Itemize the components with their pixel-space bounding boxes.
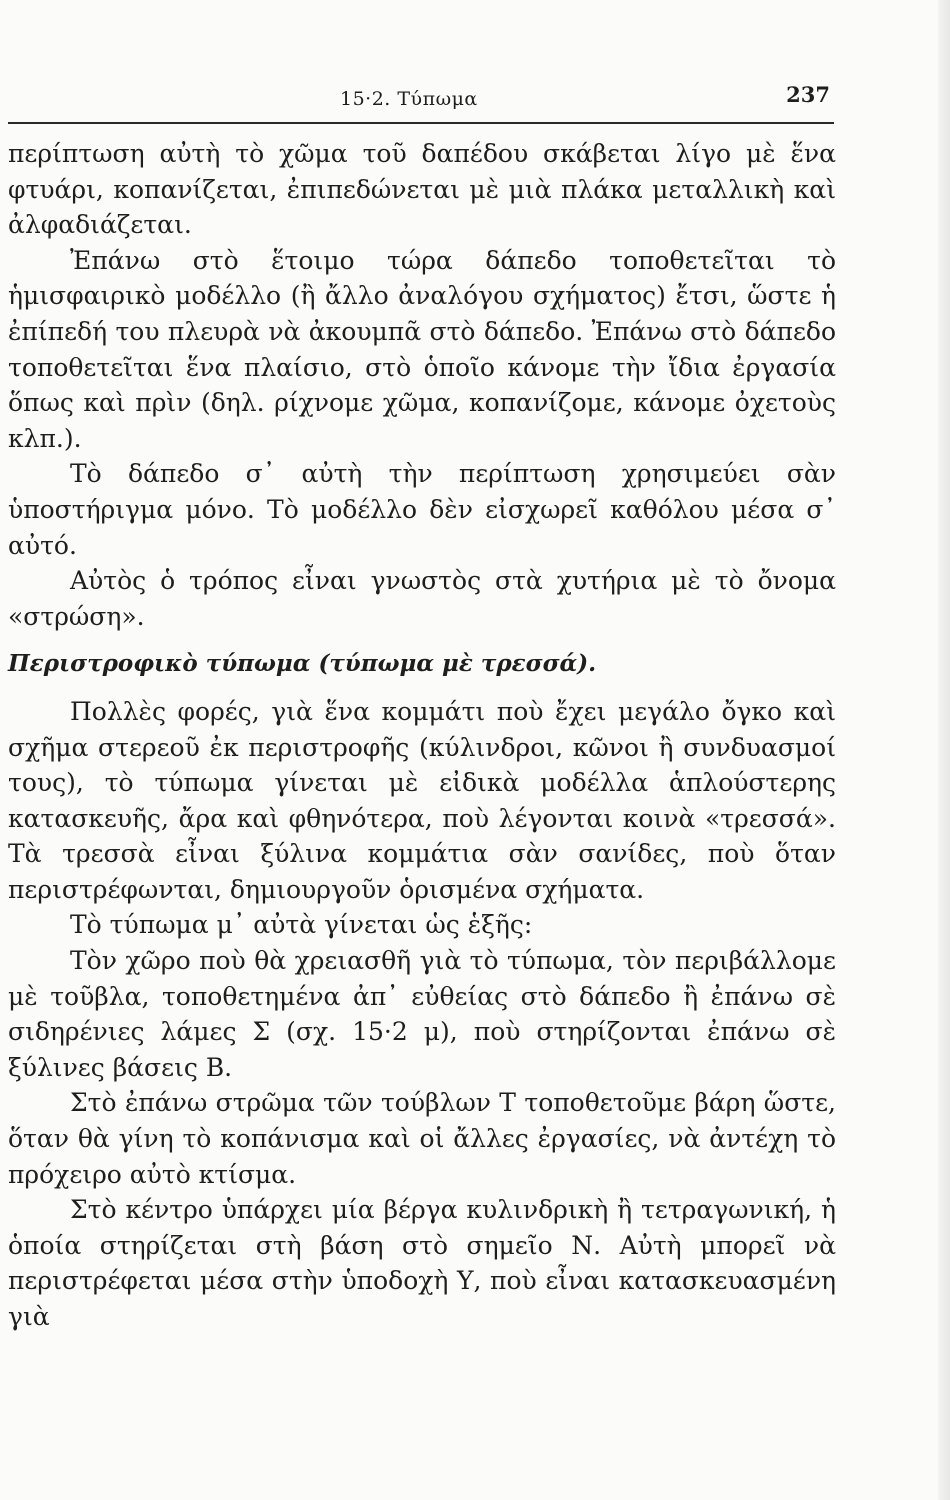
body-text <box>8 136 836 1335</box>
running-header <box>8 82 834 124</box>
paragraph: Πολλὲς φορές, γιὰ ἕνα κομμάτι ποὺ ἔχει μεγάλο ὄγκο καὶ σχῆμα στερεοῦ ἐκ περιστροφῆς (κύλινδροι, κῶνοι ἢ συνδυασμοί τους), τὸ τύπωμα γίνεται μὲ εἰδικὰ μοδέλλα ἁπλούστερης κατασκευῆς, ἄρα καὶ φθηνότερα, ποὺ λέγονται κοινὰ «τρεσσά». Τὰ τρεσσὰ εἶναι ξύλινα κομμάτια σὰν σανίδες, ποὺ ὅταν περιστρέφωνται, δημιουργοῦν ὁρισμένα σχήματα. <box>8 696 836 904</box>
paragraph: Στὸ ἐπάνω στρῶμα τῶν τούβλων Τ τοποθετοῦμε βάρη ὥστε, ὅταν θὰ γίνη τὸ κοπάνισμα καὶ οἱ ἄλλες ἐργασίες, νὰ ἀντέχη τὸ πρόχειρο αὐτὸ κτίσμα. <box>8 1088 836 1189</box>
page-edge-shadow <box>938 0 950 1500</box>
section-heading: Περιστροφικὸ τύπωμα (τύπωμα μὲ τρεσσά). <box>8 650 597 678</box>
paragraph: Στὸ κέντρο ὑπάρχει μία βέργα κυλινδρικὴ ἢ τετραγωνική, ἡ ὁποία στηρίζεται στὴ βάση στὸ σημεῖο Ν. Αὐτὴ μπορεῖ νὰ περιστρέφεται μέσα στὴν ὑποδοχὴ Υ, ποὺ εἶναι κατασκευασμένη γιὰ <box>8 1195 836 1331</box>
paragraph: Τὸν χῶρο ποὺ θὰ χρειασθῆ γιὰ τὸ τύπωμα, τὸν περιβάλλομε μὲ τοῦβλα, τοποθετημένα ἀπ᾽ εὐθείας στὸ δάπεδο ἢ ἐπάνω σὲ σιδηρένιες λάμες Σ (σχ. 15·2 μ), ποὺ στηρίζονται ἐπάνω σὲ ξύλινες βάσεις Β. <box>8 946 836 1082</box>
paragraph: Τὸ τύπωμα μ᾽ αὐτὰ γίνεται ὡς ἑξῆς: <box>70 910 533 940</box>
section-title: 15·2. Τύπωμα <box>340 88 478 110</box>
paragraph-continuation: περίπτωση αὐτὴ τὸ χῶμα τοῦ δαπέδου σκάβεται λίγο μὲ ἕνα φτυάρι, κοπανίζεται, ἐπιπεδώνεται μὲ μιὰ πλάκα μεταλλικὴ καὶ ἀλφαδιάζεται. <box>8 139 836 240</box>
paragraph: Τὸ δάπεδο σ᾽ αὐτὴ τὴν περίπτωση χρησιμεύει σὰν ὑποστήριγμα μόνο. Τὸ μοδέλλο δὲν εἰσχωρεῖ καθόλου μέσα σ᾽ αὐτό. <box>8 459 836 560</box>
paragraph: Ἐπάνω στὸ ἕτοιμο τώρα δάπεδο τοποθετεῖται τὸ ἡμισφαιρικὸ μοδέλλο (ἢ ἄλλο ἀναλόγου σχήματος) ἔτσι, ὥστε ἡ ἐπίπεδή του πλευρὰ νὰ ἀκουμπᾶ στὸ δάπεδο. Ἐπάνω στὸ δάπεδο τοποθετεῖται ἕνα πλαίσιο, στὸ ὁποῖο κάνομε τὴν ἴδια ἐργασία ὅπως καὶ πρὶν (δηλ. ρίχνομε χῶμα, κοπανίζομε, κάνομε ὀχετοὺς κλπ.). <box>8 245 836 453</box>
page-number: 237 <box>786 82 830 107</box>
paragraph: Αὐτὸς ὁ τρόπος εἶναι γνωστὸς στὰ χυτήρια μὲ τὸ ὄνομα «στρώση». <box>8 566 836 631</box>
